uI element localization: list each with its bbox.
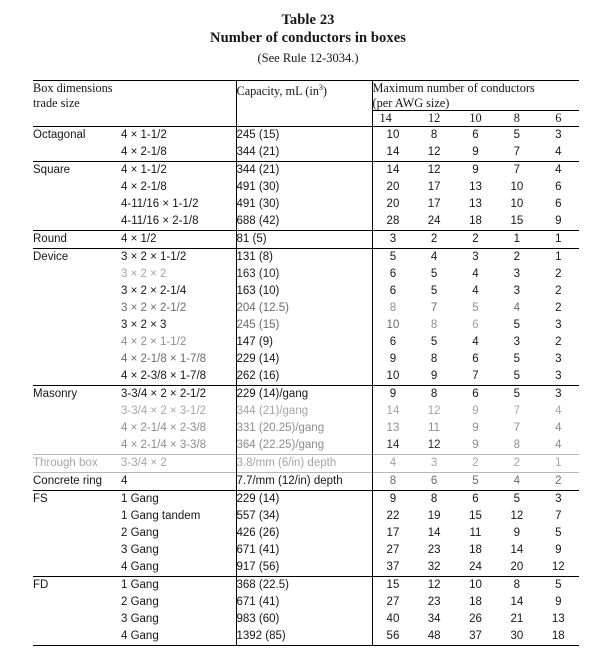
table-rule-reference: (See Rule 12-3034.) <box>257 51 359 65</box>
header-awg-12: 12 <box>413 111 454 127</box>
row-count-awg-6: 5 <box>555 527 562 539</box>
row-dimension: 4-11/16 × 2-1/8 <box>121 215 199 227</box>
row-count-awg-8: 4 <box>496 473 537 491</box>
row-count-awg-14: 8 <box>372 300 413 317</box>
row-count-awg-6: 9 <box>555 215 562 227</box>
table-row <box>33 542 579 559</box>
row-dimension: 4 × 2-1/8 × 1-7/8 <box>121 353 207 365</box>
row-capacity: 671 (41) <box>236 594 372 611</box>
table-row <box>33 162 579 180</box>
row-count-awg-10: 9 <box>455 162 496 180</box>
row-box-type-empty <box>33 542 121 559</box>
row-box-type-empty <box>33 300 121 317</box>
bottom-rule-cell <box>121 646 236 647</box>
row-count-awg-10: 24 <box>469 561 482 573</box>
row-count-awg-8: 30 <box>510 630 524 642</box>
row-count-awg-10: 4 <box>472 336 479 348</box>
table-row <box>33 594 579 611</box>
row-count-awg-12: 48 <box>427 630 441 642</box>
row-count-awg-8: 5 <box>496 127 537 145</box>
row-count-awg-10: 9 <box>472 405 479 417</box>
row-box-type: Device <box>33 249 121 267</box>
row-count-awg-6: 2 <box>555 336 562 348</box>
table-row <box>33 386 579 404</box>
row-count-awg-6: 18 <box>551 630 565 642</box>
row-count-awg-14: 6 <box>372 266 413 283</box>
row-count-awg-10: 6 <box>455 386 496 404</box>
row-dimension: 4 × 2-1/4 × 3-3/8 <box>121 439 207 451</box>
table-row <box>33 266 579 283</box>
row-count-awg-8: 15 <box>510 215 524 227</box>
row-capacity: 229 (14) <box>236 351 372 368</box>
row-count-awg-14: 28 <box>372 213 413 231</box>
row-count-awg-6: 4 <box>555 439 562 451</box>
row-count-awg-6: 1 <box>538 231 579 249</box>
row-box-type-empty <box>33 525 121 542</box>
row-box-type-empty <box>33 420 121 437</box>
row-count-awg-12: 9 <box>430 370 438 382</box>
header-box-dimensions-line2: trade size <box>33 95 80 110</box>
row-box-type: FD <box>33 577 121 595</box>
row-capacity: 262 (16) <box>236 368 372 386</box>
row-count-awg-8: 14 <box>510 544 524 556</box>
table-title: Number of conductors in boxes <box>210 30 406 46</box>
table-row <box>33 628 579 646</box>
row-count-awg-6: 3 <box>538 127 579 145</box>
bottom-rule-cell <box>538 646 579 647</box>
row-count-awg-6: 2 <box>538 473 579 491</box>
row-count-awg-6: 3 <box>555 319 562 331</box>
row-count-awg-10: 18 <box>469 596 482 608</box>
row-count-awg-12: 5 <box>430 285 438 297</box>
row-count-awg-12: 4 <box>413 249 454 267</box>
row-count-awg-8: 2 <box>496 249 537 267</box>
row-box-type-empty <box>33 213 121 231</box>
table-row <box>33 473 579 491</box>
row-dimension: 3-3/4 × 2 × 2-1/2 <box>121 386 236 404</box>
table-row <box>33 368 579 386</box>
row-dimension: 4 × 2 × 1-1/2 <box>121 336 187 348</box>
row-count-awg-10: 18 <box>469 544 482 556</box>
row-dimension: 4 × 2-1/4 × 2-3/8 <box>121 422 207 434</box>
table-row <box>33 283 579 300</box>
table-row <box>33 351 579 368</box>
row-count-awg-14: 22 <box>372 508 413 525</box>
row-count-awg-12: 24 <box>427 215 441 227</box>
row-box-type-empty <box>33 334 121 351</box>
row-count-awg-10: 37 <box>469 630 482 642</box>
bottom-rule-cell <box>496 646 537 647</box>
row-count-awg-8: 5 <box>513 319 521 331</box>
row-capacity: 344 (21) <box>236 162 372 180</box>
row-dimension: 3-3/4 × 2 × 3-1/2 <box>121 405 207 417</box>
row-count-awg-12: 8 <box>413 127 454 145</box>
row-count-awg-6: 4 <box>555 405 562 417</box>
row-capacity: 245 (15) <box>236 317 372 334</box>
row-box-type: Square <box>33 162 121 180</box>
row-count-awg-6: 4 <box>538 162 579 180</box>
row-count-awg-12: 12 <box>427 439 441 451</box>
row-count-awg-8: 1 <box>496 231 537 249</box>
row-count-awg-10: 13 <box>469 181 482 193</box>
row-count-awg-14: 14 <box>372 403 413 420</box>
row-count-awg-14: 9 <box>372 351 413 368</box>
row-count-awg-12: 32 <box>427 561 441 573</box>
conductors-table-container <box>33 80 579 646</box>
row-box-type: Masonry <box>33 386 121 404</box>
row-count-awg-6: 5 <box>538 577 579 595</box>
row-count-awg-6: 12 <box>551 561 565 573</box>
row-count-awg-8: 10 <box>510 198 524 210</box>
row-count-awg-10: 6 <box>472 319 479 331</box>
row-count-awg-10: 6 <box>472 353 479 365</box>
header-box-dimensions-line1: Box dimensions <box>33 81 113 95</box>
row-dimension: 4 × 1-1/2 <box>121 162 236 180</box>
table-row <box>33 508 579 525</box>
row-capacity: 229 (14) <box>236 491 372 509</box>
row-box-type-empty <box>33 283 121 300</box>
row-capacity: 917 (56) <box>236 559 372 577</box>
header-box-dimensions <box>33 81 236 127</box>
row-count-awg-8: 3 <box>513 336 521 348</box>
table-title-block <box>0 0 616 67</box>
row-count-awg-6: 3 <box>555 370 562 382</box>
row-count-awg-10: 26 <box>469 613 482 625</box>
row-count-awg-6: 6 <box>555 181 562 193</box>
row-capacity: 983 (60) <box>236 611 372 628</box>
table-row <box>33 437 579 455</box>
row-capacity: 7.7/mm (12/in) depth <box>236 473 372 491</box>
row-capacity: 557 (34) <box>236 508 372 525</box>
row-count-awg-6: 1 <box>538 249 579 267</box>
row-count-awg-6: 2 <box>555 268 562 280</box>
bottom-rule-cell <box>33 646 121 647</box>
header-max-conductors-line2: (per AWG size) <box>372 95 450 110</box>
row-count-awg-10: 11 <box>469 527 482 539</box>
row-box-type-empty <box>33 508 121 525</box>
row-dimension: 3 Gang <box>121 613 159 625</box>
row-count-awg-6: 6 <box>555 198 562 210</box>
row-box-type-empty <box>33 317 121 334</box>
row-box-type: Through box <box>33 455 121 473</box>
row-dimension: 4 × 1/2 <box>121 231 236 249</box>
row-dimension: 1 Gang tandem <box>121 510 201 522</box>
row-count-awg-14: 56 <box>372 628 413 646</box>
row-count-awg-12: 8 <box>430 353 438 365</box>
row-capacity: 344 (21)/gang <box>236 403 372 420</box>
row-count-awg-14: 4 <box>372 455 413 473</box>
row-capacity: 147 (9) <box>236 334 372 351</box>
row-count-awg-12: 7 <box>430 302 438 314</box>
row-count-awg-10: 3 <box>455 249 496 267</box>
row-count-awg-14: 15 <box>372 577 413 595</box>
row-count-awg-10: 5 <box>455 473 496 491</box>
row-count-awg-8: 10 <box>510 181 524 193</box>
table-header-row-top <box>33 81 579 111</box>
table-row <box>33 559 579 577</box>
row-count-awg-8: 7 <box>513 146 521 158</box>
row-count-awg-12: 17 <box>427 181 441 193</box>
row-count-awg-6: 9 <box>555 596 562 608</box>
row-dimension: 2 Gang <box>121 527 159 539</box>
row-count-awg-12: 17 <box>427 198 441 210</box>
table-row <box>33 300 579 317</box>
table-row <box>33 420 579 437</box>
row-count-awg-6: 1 <box>538 455 579 473</box>
row-count-awg-10: 7 <box>472 370 479 382</box>
row-dimension: 4 × 2-3/8 × 1-7/8 <box>121 370 207 382</box>
table-row <box>33 249 579 267</box>
row-count-awg-14: 13 <box>372 420 413 437</box>
header-awg-14: 14 <box>372 111 413 127</box>
bottom-rule-cell <box>455 646 496 647</box>
row-count-awg-6: 3 <box>555 353 562 365</box>
row-count-awg-14: 10 <box>372 368 413 386</box>
row-capacity: 491 (30) <box>236 179 372 196</box>
row-dimension: 3-3/4 × 2 <box>121 455 236 473</box>
row-count-awg-8: 20 <box>510 561 524 573</box>
table-row <box>33 525 579 542</box>
row-count-awg-14: 17 <box>372 525 413 542</box>
row-count-awg-6: 2 <box>555 302 562 314</box>
row-count-awg-8: 8 <box>496 577 537 595</box>
row-capacity: 688 (42) <box>236 213 372 231</box>
row-count-awg-14: 20 <box>372 179 413 196</box>
row-box-type-empty <box>33 594 121 611</box>
row-count-awg-8: 7 <box>513 422 521 434</box>
row-box-type-empty <box>33 437 121 455</box>
row-count-awg-8: 7 <box>496 162 537 180</box>
row-count-awg-8: 12 <box>510 510 524 522</box>
row-count-awg-8: 3 <box>513 285 521 297</box>
row-count-awg-12: 8 <box>413 491 454 509</box>
row-count-awg-8: 8 <box>513 439 521 451</box>
header-capacity: Capacity, mL $(in^3)$ <box>236 81 372 127</box>
row-count-awg-10: 9 <box>472 439 479 451</box>
table-row <box>33 196 579 213</box>
row-count-awg-14: 14 <box>372 437 413 455</box>
row-dimension: 3 Gang <box>121 544 159 556</box>
row-capacity: 344 (21) <box>236 144 372 162</box>
row-count-awg-8: 2 <box>496 455 537 473</box>
row-count-awg-10: 6 <box>455 127 496 145</box>
header-capacity-exponent: 3 <box>318 83 323 92</box>
bottom-rule-cell <box>372 646 413 647</box>
header-max-conductors <box>372 81 579 111</box>
table-bottom-rule <box>33 646 579 647</box>
conductors-table <box>33 80 579 646</box>
row-count-awg-14: 27 <box>372 542 413 559</box>
row-dimension: 3 × 2 × 2-1/4 <box>121 285 187 297</box>
header-awg-8: 8 <box>496 111 537 127</box>
row-count-awg-12: 19 <box>427 510 441 522</box>
row-dimension: 4 × 2-1/8 <box>121 146 167 158</box>
row-capacity: 491 (30) <box>236 196 372 213</box>
row-count-awg-14: 37 <box>372 559 413 577</box>
row-count-awg-14: 5 <box>372 249 413 267</box>
table-row <box>33 317 579 334</box>
row-count-awg-14: 8 <box>372 473 413 491</box>
bottom-rule-cell <box>413 646 454 647</box>
row-capacity: 131 (8) <box>236 249 372 267</box>
row-count-awg-12: 5 <box>430 268 438 280</box>
row-dimension: 1 Gang <box>121 577 236 595</box>
row-dimension: 3 × 2 × 3 <box>121 319 167 331</box>
row-count-awg-14: 14 <box>372 162 413 180</box>
row-capacity: 3.8/mm (6/in) depth <box>236 455 372 473</box>
row-count-awg-14: 6 <box>372 283 413 300</box>
row-count-awg-14: 10 <box>372 127 413 145</box>
row-count-awg-10: 15 <box>469 510 482 522</box>
row-dimension: 4 × 1-1/2 <box>121 127 236 145</box>
row-count-awg-14: 9 <box>372 491 413 509</box>
row-capacity: 229 (14)/gang <box>236 386 372 404</box>
row-dimension: 2 Gang <box>121 596 159 608</box>
row-box-type: Octagonal <box>33 127 121 145</box>
table-row <box>33 179 579 196</box>
row-count-awg-10: 2 <box>455 455 496 473</box>
bottom-rule-cell <box>236 646 372 647</box>
row-count-awg-10: 4 <box>472 285 479 297</box>
table-row <box>33 231 579 249</box>
table-number: Table 23 <box>281 12 335 28</box>
row-box-type: Round <box>33 231 121 249</box>
row-count-awg-10: 5 <box>472 302 479 314</box>
table-row <box>33 491 579 509</box>
row-box-type-empty <box>33 559 121 577</box>
row-count-awg-12: 23 <box>427 596 441 608</box>
row-count-awg-12: 5 <box>430 336 438 348</box>
row-count-awg-12: 8 <box>413 386 454 404</box>
table-row <box>33 144 579 162</box>
header-awg-10: 10 <box>455 111 496 127</box>
row-box-type-empty <box>33 144 121 162</box>
row-count-awg-8: 14 <box>510 596 524 608</box>
row-count-awg-14: 10 <box>372 317 413 334</box>
row-box-type-empty <box>33 368 121 386</box>
row-count-awg-8: 5 <box>496 386 537 404</box>
row-count-awg-8: 5 <box>496 491 537 509</box>
row-count-awg-10: 9 <box>472 146 479 158</box>
row-count-awg-14: 27 <box>372 594 413 611</box>
row-capacity: 81 (5) <box>236 231 372 249</box>
row-count-awg-12: 12 <box>413 577 454 595</box>
row-count-awg-6: 9 <box>555 544 562 556</box>
row-dimension: 1 Gang <box>121 491 236 509</box>
table-row <box>33 403 579 420</box>
row-count-awg-12: 11 <box>428 422 441 434</box>
row-count-awg-8: 21 <box>510 613 524 625</box>
row-count-awg-14: 9 <box>372 386 413 404</box>
row-dimension: 4 Gang <box>121 561 159 573</box>
row-capacity: 364 (22.25)/gang <box>236 437 372 455</box>
row-box-type-empty <box>33 179 121 196</box>
row-box-type-empty <box>33 403 121 420</box>
row-count-awg-6: 2 <box>555 285 562 297</box>
row-count-awg-6: 4 <box>555 422 562 434</box>
row-count-awg-12: 3 <box>413 455 454 473</box>
row-count-awg-8: 5 <box>513 370 521 382</box>
table-row <box>33 455 579 473</box>
row-count-awg-12: 8 <box>430 319 438 331</box>
row-count-awg-8: 9 <box>513 527 521 539</box>
row-capacity: 163 (10) <box>236 283 372 300</box>
row-count-awg-8: 3 <box>513 268 521 280</box>
row-count-awg-12: 34 <box>427 613 441 625</box>
table-row <box>33 577 579 595</box>
row-count-awg-6: 3 <box>538 491 579 509</box>
row-box-type-empty <box>33 266 121 283</box>
row-capacity: 368 (22.5) <box>236 577 372 595</box>
row-count-awg-6: 3 <box>538 386 579 404</box>
row-count-awg-6: 13 <box>551 613 565 625</box>
row-dimension: 4-11/16 × 1-1/2 <box>121 198 199 210</box>
row-count-awg-12: 6 <box>413 473 454 491</box>
row-box-type-empty <box>33 628 121 646</box>
row-count-awg-14: 3 <box>372 231 413 249</box>
row-box-type: FS <box>33 491 121 509</box>
row-box-type-empty <box>33 611 121 628</box>
row-count-awg-6: 4 <box>555 146 562 158</box>
table-row <box>33 127 579 145</box>
row-count-awg-12: 2 <box>413 231 454 249</box>
row-dimension: 4 Gang <box>121 630 159 642</box>
row-count-awg-10: 9 <box>472 422 479 434</box>
row-count-awg-14: 6 <box>372 334 413 351</box>
row-capacity: 245 (15) <box>236 127 372 145</box>
header-max-conductors-line1: Maximum number of conductors <box>372 81 535 95</box>
row-count-awg-14: 40 <box>372 611 413 628</box>
row-capacity: 204 (12.5) <box>236 300 372 317</box>
row-count-awg-10: 2 <box>455 231 496 249</box>
row-count-awg-10: 6 <box>455 491 496 509</box>
row-dimension: 3 × 2 × 1-1/2 <box>121 249 236 267</box>
row-capacity: 671 (41) <box>236 542 372 559</box>
row-count-awg-6: 7 <box>555 510 562 522</box>
table-row <box>33 334 579 351</box>
row-capacity: 1392 (85) <box>236 628 372 646</box>
row-capacity: 426 (26) <box>236 525 372 542</box>
row-count-awg-8: 4 <box>513 302 521 314</box>
row-count-awg-10: 10 <box>455 577 496 595</box>
table-row <box>33 213 579 231</box>
row-count-awg-12: 12 <box>427 146 441 158</box>
header-awg-6: 6 <box>538 111 579 127</box>
row-box-type-empty <box>33 196 121 213</box>
row-capacity: 163 (10) <box>236 266 372 283</box>
row-count-awg-8: 5 <box>513 353 521 365</box>
row-dimension: 3 × 2 × 2-1/2 <box>121 302 187 314</box>
row-box-type-empty <box>33 351 121 368</box>
row-dimension: 3 × 2 × 2 <box>121 268 167 280</box>
row-count-awg-8: 7 <box>513 405 521 417</box>
row-dimension: 4 <box>121 473 236 491</box>
row-count-awg-10: 4 <box>472 268 479 280</box>
row-count-awg-10: 13 <box>469 198 482 210</box>
row-count-awg-14: 14 <box>372 144 413 162</box>
row-count-awg-12: 12 <box>427 405 441 417</box>
row-count-awg-14: 20 <box>372 196 413 213</box>
row-box-type: Concrete ring <box>33 473 121 491</box>
row-capacity: 331 (20.25)/gang <box>236 420 372 437</box>
row-dimension: 4 × 2-1/8 <box>121 181 167 193</box>
row-count-awg-12: 14 <box>427 527 441 539</box>
row-count-awg-10: 18 <box>469 215 482 227</box>
table-row <box>33 611 579 628</box>
row-count-awg-12: 23 <box>427 544 441 556</box>
row-count-awg-12: 12 <box>413 162 454 180</box>
